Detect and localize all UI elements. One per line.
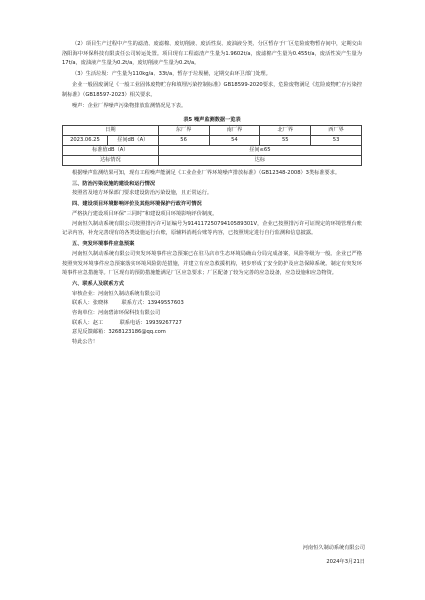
waste-standard-paragraph: 企业一般固废满足《一般工业固体废物贮存和填埋污染控制标准》GB18599-2020要求，危险废物满足《危险废物贮存污染控制标准》（GB18597-2023）相关要求。 (62, 82, 362, 98)
section-heading-4: 四、建设项目环境影响评价及其他环境保护行政许可情况 (72, 201, 202, 208)
table-cell: 达标情况 (63, 155, 159, 165)
table-row (63, 155, 362, 165)
table-cell: 56 (158, 135, 209, 145)
section-heading-6: 六、联系人及联系方式 (72, 281, 124, 288)
header-cell: 南厂界 (209, 125, 260, 135)
section-body-4b: 河南恒久制动系统有限公司按照排污许可证编号为91411725079410589301V，企业已按照排污许可证规定的环境管理台账记录内容，补充完善现有的各类设施运行台账，原辅料消耗台账等内容，已按照规定进行自行监测和信息披露。 (62, 220, 362, 237)
section-body-5: 河南恒久制动系统有限公司突发环境事件应急预案已在驻马店市生态环境局确山分局完成备案，风险等级为一般。企业已严格按照突发环境事件应急预案落实环境风险防范措施，并建立有应急救援机构，初步形成了安全防护及应急保障系统。制定有突发环境事件应急措施等。厂区现有的预防措施能满足厂区应急要求；厂区配备了较为完善的应急设备，应急设施和应急物资。 (62, 250, 362, 277)
header-cell: 北厂界 (260, 125, 311, 135)
section-heading-3: 三、防治污染设施的建设和运行情况 (72, 180, 156, 187)
table-cell: 达标 (158, 155, 361, 165)
closing-remark: 特此公告！ (72, 338, 98, 345)
contact-person-2: 联系人：赵工 联系电话：19939267727 (72, 319, 182, 326)
table-row (63, 145, 362, 155)
noise-result-paragraph: 根据噪声监测结果可知，现有工程噪声能满足《工业企业厂界环境噪声排放标准》（GB12348-2008）3类标准要求。 (72, 169, 341, 176)
section-body-4a: 严格执行建设项目环保“三同时”和建设项目环境影响评价制度。 (72, 211, 218, 218)
contact-person: 联系人：张晓林 联系方式：13949557603 (72, 300, 184, 307)
contact-company: 审核企业：河南恒久制动系统有限公司 (72, 290, 161, 297)
table-cell: 昼间≤65 (158, 145, 361, 155)
signature-company: 河南恒久制动系统有限公司 (302, 545, 365, 551)
contact-email: 意见反馈邮箱：3268123186@qq.com (72, 329, 166, 336)
signature-date: 2024年3月21日 (326, 559, 365, 565)
section-body-3: 按照省及地方环保部门要求建设防治污染设施，且正常运行。 (72, 190, 213, 197)
table-cell: 53 (311, 135, 362, 145)
table-cell: 2023.06.25 (63, 135, 108, 145)
table-cell: 54 (209, 135, 260, 145)
table-row (63, 125, 362, 135)
table-cell: 55 (260, 135, 311, 145)
noise-intro-paragraph: 噪声：企业厂界噪声污染物排放监测情况见下表。 (72, 103, 187, 110)
table-cell: 标准值dB（A） (63, 145, 159, 155)
solid-waste-paragraph: （2）项目生产过程中产生的滤渣、废滤棉、废切削液、废活性炭、废油液分类、分区暂存于厂区危险废物暂存间中，定期交由洛阳海中环保科技有限责任公司转运处置。项目现有工程滤渣产生量为1.9602t/a，废滤棉产生量为0.455t/a，废活性炭产生量为17t/a，废油液产生量为0.2t/a，废切削液产生量为0.2t/a。 (62, 41, 362, 67)
table-cell: 昼间dB（A） (107, 135, 158, 145)
section-heading-5: 五、突发环境事件应急预案 (72, 241, 135, 248)
document-body (62, 40, 362, 347)
header-cell: 日期 (63, 125, 159, 135)
domestic-waste-paragraph: （3）生活垃圾：产生量为110kg/a、33t/a，暂存于垃圾桶，定期交由环卫部门处理。 (72, 71, 271, 78)
table-caption: 表5 噪声监测数据一览表 (183, 116, 241, 123)
header-cell: 东厂界 (158, 125, 209, 135)
header-cell: 西厂界 (311, 125, 362, 135)
noise-table (62, 125, 362, 166)
table-row (63, 135, 362, 145)
contact-consultant: 咨询单位：河南碧沛环保科技有限公司 (72, 309, 161, 316)
